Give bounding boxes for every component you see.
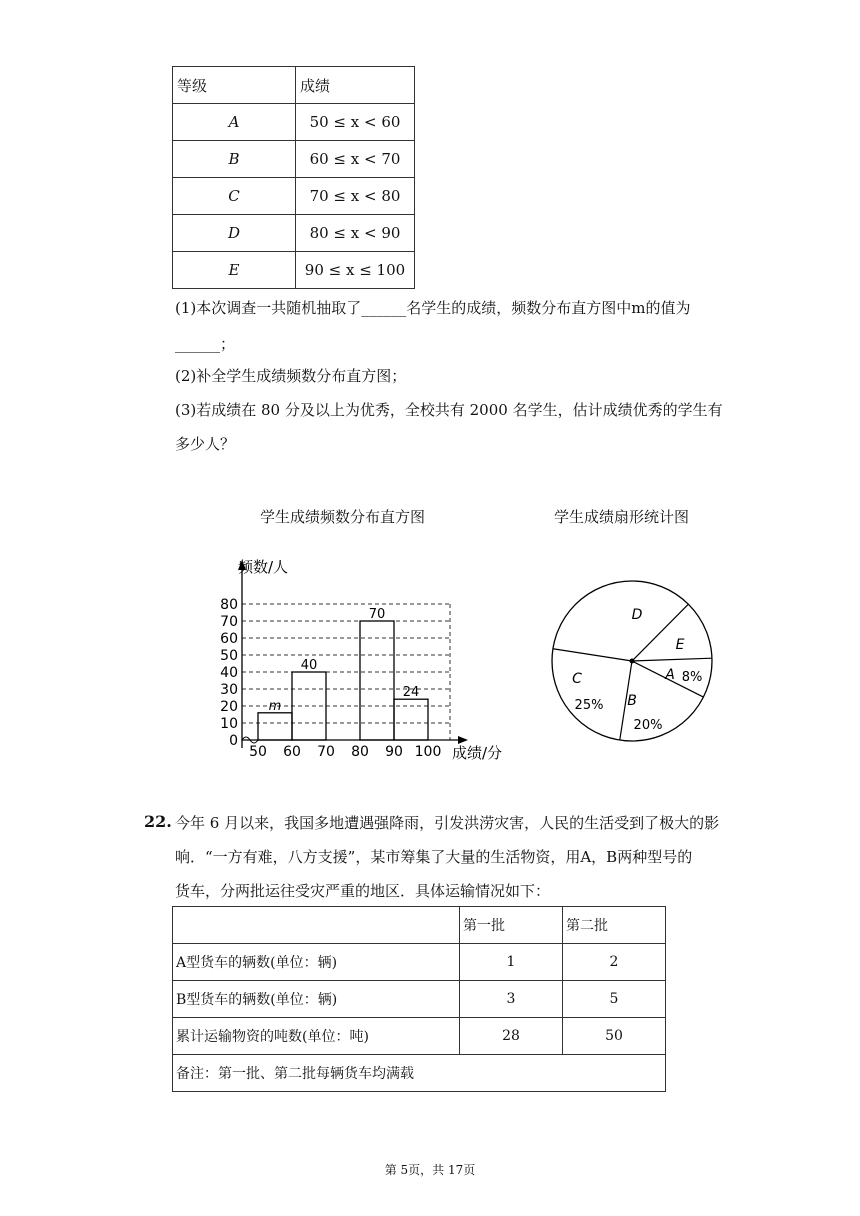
grade-table bbox=[172, 66, 415, 289]
y-tick-label: 50 bbox=[220, 648, 238, 664]
transport-table bbox=[172, 906, 666, 1092]
row-label: B型货车的辆数(单位：辆) bbox=[173, 981, 460, 1018]
x-tick-label: 60 bbox=[283, 744, 301, 760]
grade-cell: A bbox=[173, 104, 296, 141]
slice-percent: 25% bbox=[574, 698, 604, 713]
grade-cell: E bbox=[173, 252, 296, 289]
table-cell: 3 bbox=[460, 981, 563, 1018]
y-tick-label: 30 bbox=[220, 682, 238, 698]
pie-slice-A bbox=[632, 658, 712, 661]
y-tick-label: 20 bbox=[220, 699, 238, 715]
x-tick-label: 50 bbox=[249, 744, 267, 760]
page-footer: 第 5页，共 17页 bbox=[384, 1163, 476, 1177]
range-cell: 80 ≤ x < 90 bbox=[296, 215, 415, 252]
x-axis-arrow bbox=[458, 736, 468, 744]
bar-label: 24 bbox=[402, 685, 420, 701]
y-tick-label: 60 bbox=[220, 631, 238, 647]
table-note: 备注：第一批、第二批每辆货车均满载 bbox=[173, 1055, 666, 1092]
slice-percent: 20% bbox=[633, 718, 663, 733]
problem-line2: 响．“一方有难，八方支援”，某市筹集了大量的生活物资，用A，B两种型号的 bbox=[175, 848, 693, 866]
bar-label: 70 bbox=[368, 607, 386, 622]
histogram-bar bbox=[258, 713, 292, 740]
histogram-bar bbox=[360, 621, 394, 740]
slice-label: A bbox=[665, 667, 675, 683]
corner-cell bbox=[173, 907, 460, 944]
batch1-header: 第一批 bbox=[460, 907, 563, 944]
table-cell: 1 bbox=[460, 944, 563, 981]
grade-cell: C bbox=[173, 178, 296, 215]
y-tick-label: 10 bbox=[220, 716, 238, 732]
pie-chart bbox=[545, 580, 725, 750]
range-cell: 50 ≤ x < 60 bbox=[296, 104, 415, 141]
row-label: 累计运输物资的吨数(单位：吨) bbox=[173, 1018, 460, 1055]
y-axis-label: 频数/人 bbox=[238, 558, 289, 576]
question-1-line1: (1)本次调查一共随机抽取了______名学生的成绩，频数分布直方图中m的值为 bbox=[175, 299, 691, 317]
table-cell: 50 bbox=[563, 1018, 666, 1055]
histogram-bar bbox=[394, 699, 428, 740]
table-cell: 2 bbox=[563, 944, 666, 981]
y-tick-label: 70 bbox=[220, 614, 238, 630]
x-tick-label: 70 bbox=[317, 744, 335, 760]
range-cell: 70 ≤ x < 80 bbox=[296, 178, 415, 215]
x-axis-label: 成绩/分 bbox=[452, 744, 503, 762]
histogram-chart bbox=[200, 550, 520, 770]
x-tick-label: 80 bbox=[351, 744, 369, 760]
slice-label: E bbox=[675, 637, 685, 653]
problem-line3: 货车，分两批运往受灾严重的地区．具体运输情况如下： bbox=[175, 882, 551, 900]
range-cell: 90 ≤ x ≤ 100 bbox=[296, 252, 415, 289]
range-cell: 60 ≤ x < 70 bbox=[296, 141, 415, 178]
histogram-title: 学生成绩频数分布直方图 bbox=[260, 508, 426, 526]
bar-label: m bbox=[268, 698, 282, 714]
question-3-line2: 多少人？ bbox=[175, 435, 236, 453]
problem-line1: 今年 6 月以来，我国多地遭遇强降雨，引发洪涝灾害，人民的生活受到了极大的影 bbox=[175, 814, 720, 832]
y-tick-label: 0 bbox=[229, 733, 238, 749]
problem-number: 22. bbox=[144, 812, 172, 831]
table-cell: 5 bbox=[563, 981, 666, 1018]
slice-label: D bbox=[631, 607, 643, 623]
row-label: A型货车的辆数(单位：辆) bbox=[173, 944, 460, 981]
x-tick-label: 100 bbox=[414, 744, 442, 760]
slice-label: B bbox=[627, 693, 637, 709]
grade-cell: B bbox=[173, 141, 296, 178]
slice-percent: 8% bbox=[681, 670, 703, 685]
slice-label: C bbox=[572, 671, 582, 687]
y-tick-label: 40 bbox=[220, 665, 238, 681]
question-3-line1: (3)若成绩在 80 分及以上为优秀，全校共有 2000 名学生，估计成绩优秀的学生有 bbox=[175, 401, 723, 419]
y-tick-label: 80 bbox=[220, 597, 238, 613]
pie-center bbox=[630, 659, 635, 664]
x-tick-label: 90 bbox=[385, 744, 403, 760]
bar-label: 40 bbox=[300, 658, 318, 673]
question-2: (2)补全学生成绩频数分布直方图； bbox=[175, 367, 407, 385]
grade-cell: D bbox=[173, 215, 296, 252]
grade-header: 等级 bbox=[173, 67, 296, 104]
pie-title: 学生成绩扇形统计图 bbox=[554, 508, 690, 526]
table-cell: 28 bbox=[460, 1018, 563, 1055]
score-header: 成绩 bbox=[296, 67, 415, 104]
batch2-header: 第二批 bbox=[563, 907, 666, 944]
question-1-line2: ______； bbox=[175, 335, 236, 353]
pie-slice-D bbox=[553, 649, 632, 661]
